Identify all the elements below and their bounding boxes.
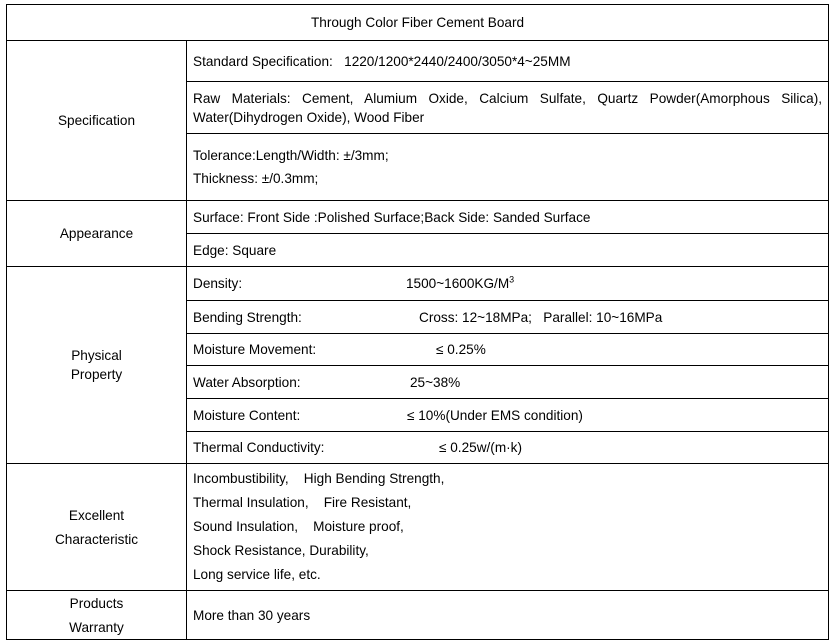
bending-strength-value: Cross: 12~18MPa; Parallel: 10~16MPa: [419, 309, 663, 325]
water-absorption-label: Water Absorption:: [193, 374, 301, 390]
warranty-header-line2: Warranty: [69, 619, 124, 635]
characteristic-line-5: Long service life, etc.: [193, 567, 321, 582]
excellent-characteristic-header: [7, 464, 187, 591]
standard-specification: Standard Specification: 1220/1200*2440/2400/3050*4~25MM: [187, 41, 829, 82]
density-number: 1500~1600KG/M: [406, 276, 510, 291]
tolerance: [187, 134, 829, 201]
physical-header-line2: Property: [70, 367, 123, 382]
characteristic-line-2: Thermal Insulation, Fire Resistant,: [193, 495, 412, 510]
density-superscript: 3: [509, 274, 515, 285]
physical-header-line1: Physical: [71, 348, 122, 363]
bending-strength-row: [187, 301, 829, 334]
tolerance-thickness: Thickness: ±/0.3mm;: [193, 171, 319, 186]
characteristic-line-4: Shock Resistance, Durability,: [193, 543, 369, 558]
appearance-header: Appearance: [7, 201, 187, 267]
specification-header: Specification: [7, 41, 187, 201]
products-warranty-header: [7, 591, 187, 640]
table-title: Through Color Fiber Cement Board: [7, 5, 829, 41]
spec-table: [6, 4, 829, 640]
excellent-header-line2: Characteristic: [54, 531, 139, 547]
moisture-movement-value: ≤ 0.25%: [436, 342, 486, 357]
bending-strength-label: Bending Strength:: [193, 309, 302, 325]
water-absorption-value: 25~38%: [410, 374, 461, 390]
water-absorption-row: [187, 366, 829, 399]
thermal-conductivity-label: Thermal Conductivity:: [193, 440, 325, 455]
appearance-surface: Surface: Front Side :Polished Surface;Back Side: Sanded Surface: [187, 201, 829, 234]
density-label: Density:: [193, 276, 243, 291]
moisture-movement-label: Moisture Movement:: [193, 342, 317, 357]
moisture-content-value: ≤ 10%(Under EMS condition): [407, 407, 583, 423]
physical-property-header: [7, 267, 187, 464]
warranty-header-line1: Products: [69, 595, 124, 611]
moisture-content-row: [187, 399, 829, 432]
excellent-header-line1: Excellent: [68, 507, 125, 523]
density-value: [406, 274, 514, 293]
thermal-conductivity-row: [187, 432, 829, 464]
excellent-characteristic-list: [187, 464, 829, 591]
appearance-edge: Edge: Square: [187, 234, 829, 267]
products-warranty-value: More than 30 years: [187, 591, 829, 640]
characteristic-line-3: Sound Insulation, Moisture proof,: [193, 519, 404, 534]
moisture-content-label: Moisture Content:: [193, 407, 301, 423]
moisture-movement-row: [187, 334, 829, 366]
raw-materials: Raw Materials: Cement, Alumium Oxide, Calcium Sulfate, Quartz Powder(Amorphous Silica), Water(Dihydrogen Oxide), Wood Fiber: [187, 82, 829, 134]
tolerance-length-width: Tolerance:Length/Width: ±/3mm;: [193, 148, 389, 163]
characteristic-line-1: Incombustibility, High Bending Strength,: [193, 471, 445, 486]
density-row: [187, 267, 829, 301]
thermal-conductivity-value: ≤ 0.25w/(m·k): [439, 440, 522, 455]
